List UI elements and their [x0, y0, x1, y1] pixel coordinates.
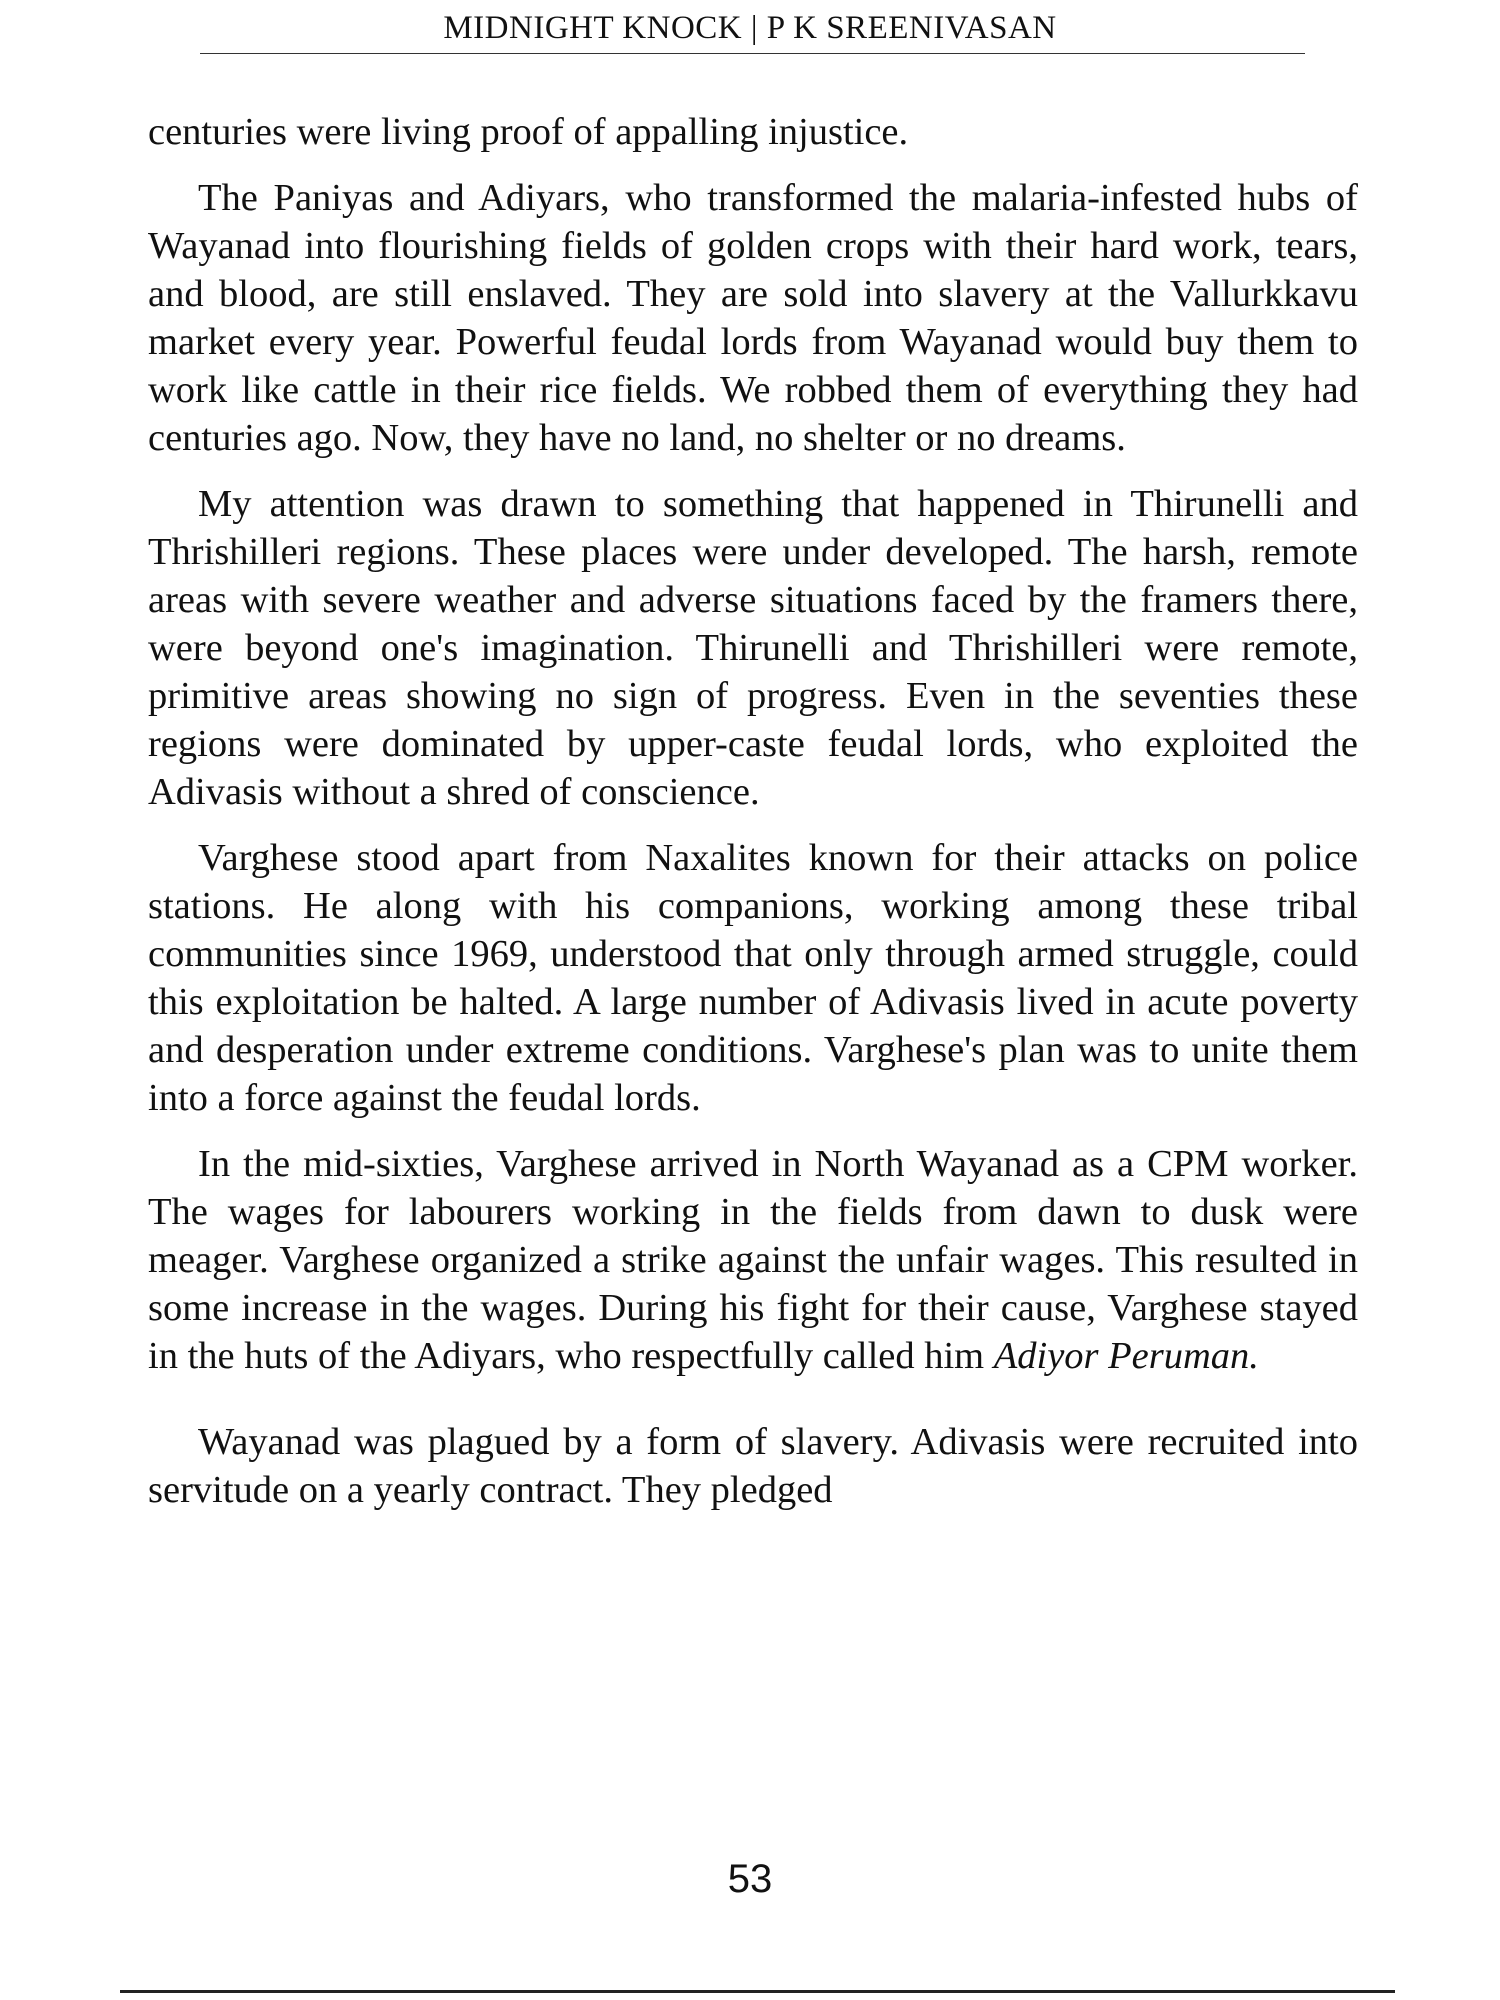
paragraph-continuation: centuries were living proof of appalling injustice.: [148, 111, 909, 153]
paragraph-slavery: Wayanad was plagued by a form of slavery. Adivasis were recruited into servitude on a yearly contract. They pledged: [148, 1421, 1358, 1511]
paragraph-mid-sixties: [148, 1140, 1358, 1380]
paragraph-mid-sixties-text: In the mid-sixties, Varghese arrived in North Wayanad as a CPM worker. The wages for labourers working in the fields from dawn to dusk were meager. Varghese organized a strike against the unfair wages. This resulted in some increase in the wages. During his fight for their cause, Varghese stayed in the huts of the Adiyars, who respectfully called him: [148, 1143, 1358, 1377]
running-header: MIDNIGHT KNOCK | P K SREENIVASAN: [443, 10, 1057, 46]
paragraph-paniyas-adiyars: The Paniyas and Adiyars, who transformed the malaria-infested hubs of Wayanad into flourishing fields of golden crops with their hard work, tears, and blood, are still enslaved. They are sold into slavery at the Vallurkkavu market every year. Powerful feudal lords from Wayanad would buy them to work like cattle in their rice fields. We robbed them of everything they had centuries ago. Now, they have no land, no shelter or no dreams.: [148, 177, 1358, 459]
italic-term-adiyor-peruman: Adiyor Peruman.: [993, 1335, 1259, 1377]
header-rule: [200, 53, 1305, 54]
paragraph-thirunelli: My attention was drawn to something that happened in Thirunelli and Thrishilleri regions. These places were under developed. The harsh, remote areas with severe weather and adverse situations faced by the framers there, were beyond one's imagination. Thirunelli and Thrishilleri were remote, primitive areas showing no sign of progress. Even in the seventies these regions were dominated by upper-caste feudal lords, who exploited the Adivasis without a shred of conscience.: [148, 483, 1358, 813]
page-number: 53: [727, 1857, 773, 1901]
paragraph-varghese-naxalites: Varghese stood apart from Naxalites known for their attacks on police stations. He along with his companions, working among these tribal communities since 1969, understood that only through armed struggle, could this exploitation be halted. A large number of Adivasis lived in acute poverty and desperation under extreme conditions. Varghese's plan was to unite them into a force against the feudal lords.: [148, 837, 1358, 1119]
footer-rule: [120, 1990, 1395, 1993]
page-body: [148, 108, 1358, 1532]
